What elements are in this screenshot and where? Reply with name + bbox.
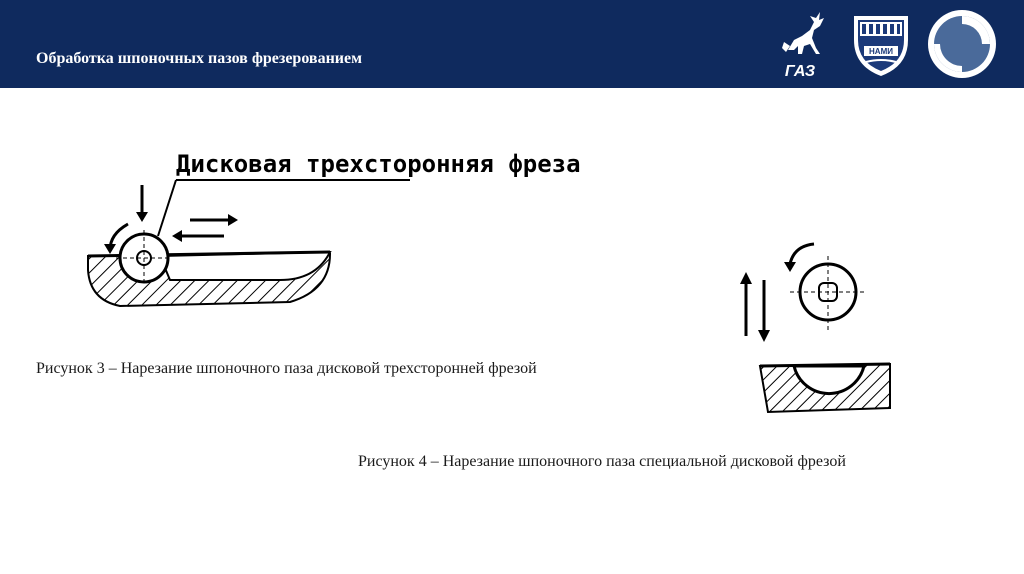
label-leader-slope bbox=[158, 180, 176, 236]
figure-4-diagram bbox=[690, 236, 910, 426]
figure-4-caption: Рисунок 4 – Нарезание шпоночного паза специальной дисковой фрезой bbox=[358, 453, 846, 470]
gaz-deer-logo-icon bbox=[764, 6, 836, 80]
slide-title: Обработка шпоночных пазов фрезерованием bbox=[36, 50, 362, 67]
nami-logo-text: НАМИ bbox=[869, 47, 893, 56]
rotation-arrow-icon bbox=[790, 244, 814, 264]
figure-3-caption: Рисунок 3 – Нарезание шпоночного паза дисковой трехсторонней фрезой bbox=[36, 360, 537, 377]
gaz-logo-text: ГАЗ bbox=[784, 63, 816, 80]
nami-shield-logo-icon bbox=[848, 12, 914, 78]
key-slot bbox=[160, 252, 330, 280]
cutter-label: Дисковая трехсторонняя фреза bbox=[176, 150, 581, 178]
circle-emblem-icon bbox=[926, 8, 998, 80]
figure-3-diagram bbox=[80, 140, 640, 320]
header-bar bbox=[0, 0, 1024, 88]
